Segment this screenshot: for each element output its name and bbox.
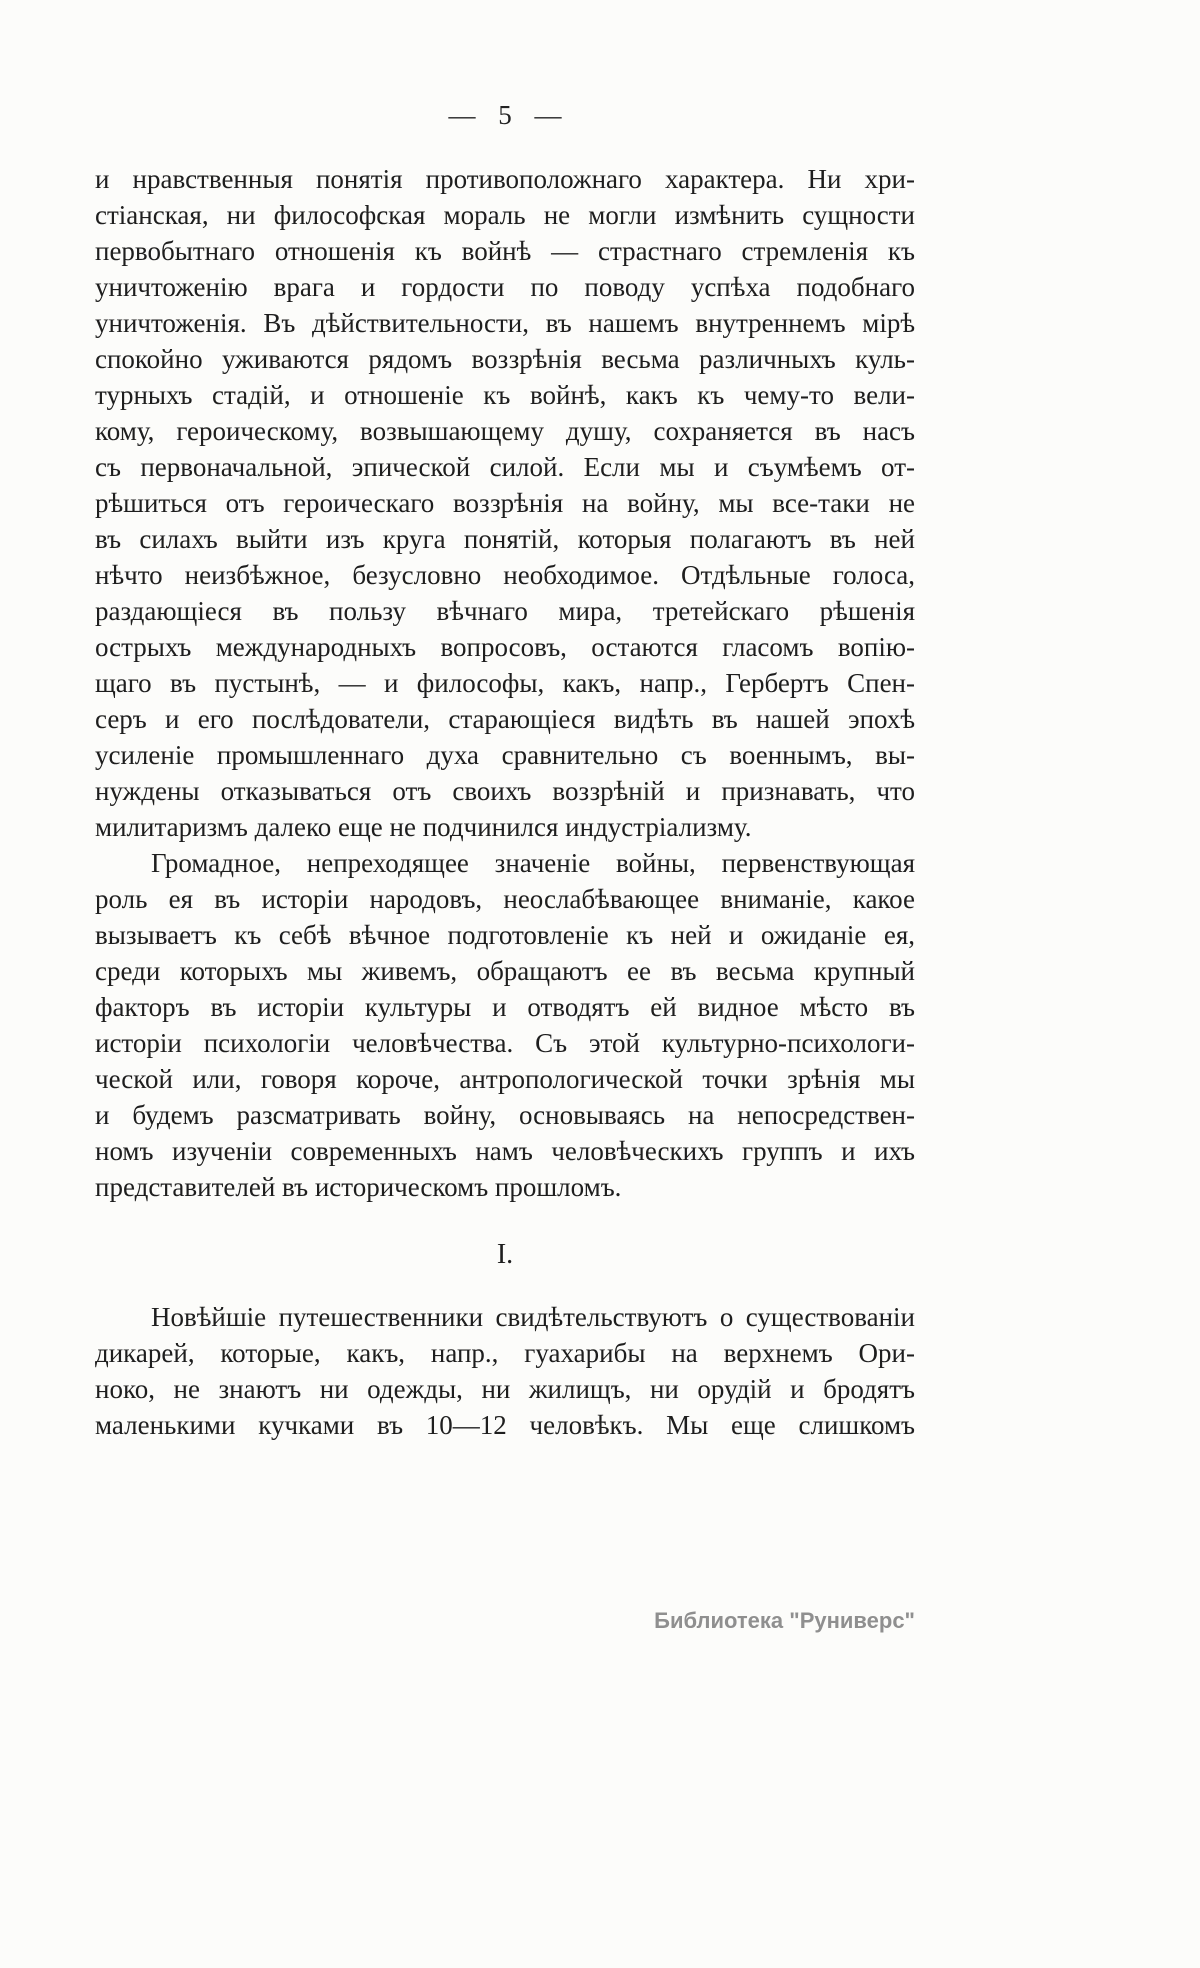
text-line: ноко, не знаютъ ни одежды, ни жилищъ, ни орудій и бродятъ <box>95 1374 915 1404</box>
watermark: Библиотека "Руниверс" <box>654 1608 915 1633</box>
text-line: рѣшиться отъ героическаго воззрѣнія на войну, мы все-таки не <box>95 488 915 518</box>
text-line: щаго въ пустынѣ, — и философы, какъ, напр., Гербертъ Спен- <box>95 668 915 698</box>
text-line: съ первоначальной, эпической силой. Если мы и съумѣемъ от- <box>95 452 915 482</box>
paragraph <box>95 161 915 845</box>
text-line: острыхъ международныхъ вопросовъ, остаются гласомъ вопію- <box>95 632 915 662</box>
paragraph <box>95 845 915 1205</box>
text-line: уничтоженія. Въ дѣйствительности, въ нашемъ внутреннемъ мірѣ <box>95 308 915 338</box>
text-line: уничтоженію врага и гордости по поводу успѣха подобнаго <box>95 272 915 302</box>
text-line: среди которыхъ мы живемъ, обращаютъ ее въ весьма крупный <box>95 956 915 986</box>
text-line: кому, героическому, возвышающему душу, сохраняется въ насъ <box>95 416 915 446</box>
text-line: дикарей, которые, какъ, напр., гуахарибы на верхнемъ Ори- <box>95 1338 915 1368</box>
text-line: стіанская, ни философская мораль не могли измѣнить сущности <box>95 200 915 230</box>
text-line: нѣчто неизбѣжное, безусловно необходимое. Отдѣльные голоса, <box>95 560 915 590</box>
section-heading: I. <box>496 1239 514 1270</box>
page-number: — 5 — <box>448 100 562 130</box>
text-line: ческой или, говоря короче, антропологической точки зрѣнія мы <box>95 1064 915 1094</box>
text-line: Громадное, непреходящее значеніе войны, первенствующая <box>151 848 915 878</box>
text-line: и будемъ разсматривать войну, основываясь на непосредствен- <box>95 1100 915 1130</box>
text-line: исторіи психологіи человѣчества. Съ этой культурно-психологи- <box>95 1028 915 1058</box>
paragraph <box>95 1299 915 1443</box>
text-line: милитаризмъ далеко еще не подчинился индустріализму. <box>95 812 752 842</box>
text-line: раздающіеся въ пользу вѣчнаго мира, третейскаго рѣшенія <box>95 596 915 626</box>
text-line: роль ея въ исторіи народовъ, неослабѣвающее вниманіе, какое <box>95 884 915 914</box>
text-line: номъ изученіи современныхъ намъ человѣческихъ группъ и ихъ <box>95 1136 915 1166</box>
text-line: усиленіе промышленнаго духа сравнительно съ военнымъ, вы- <box>95 740 915 770</box>
text-line: нуждены отказываться отъ своихъ воззрѣній и признавать, что <box>95 776 915 806</box>
text-line: серъ и его послѣдователи, старающіеся видѣть въ нашей эпохѣ <box>95 704 915 734</box>
text-line: факторъ въ исторіи культуры и отводятъ ей видное мѣсто въ <box>95 992 915 1022</box>
text-line: Новѣйшіе путешественники свидѣтельствуютъ о существованіи <box>151 1302 915 1332</box>
text-block <box>95 161 915 1443</box>
text-line: представителей въ историческомъ прошломъ. <box>95 1172 622 1202</box>
text-line: маленькими кучками въ 10—12 человѣкъ. Мы еще слишкомъ <box>95 1410 915 1440</box>
text-line: турныхъ стадій, и отношеніе къ войнѣ, какъ къ чему-то вели- <box>95 380 915 410</box>
text-line: въ силахъ выйти изъ круга понятій, которыя полагаютъ въ ней <box>95 524 915 554</box>
text-line: и нравственныя понятія противоположнаго характера. Ни хри- <box>95 164 915 194</box>
text-line: вызываетъ къ себѣ вѣчное подготовленіе къ ней и ожиданіе ея, <box>95 920 915 950</box>
text-line: первобытнаго отношенія къ войнѣ — страстнаго стремленія къ <box>95 236 915 266</box>
text-line: спокойно уживаются рядомъ воззрѣнія весьма различныхъ куль- <box>95 344 915 374</box>
